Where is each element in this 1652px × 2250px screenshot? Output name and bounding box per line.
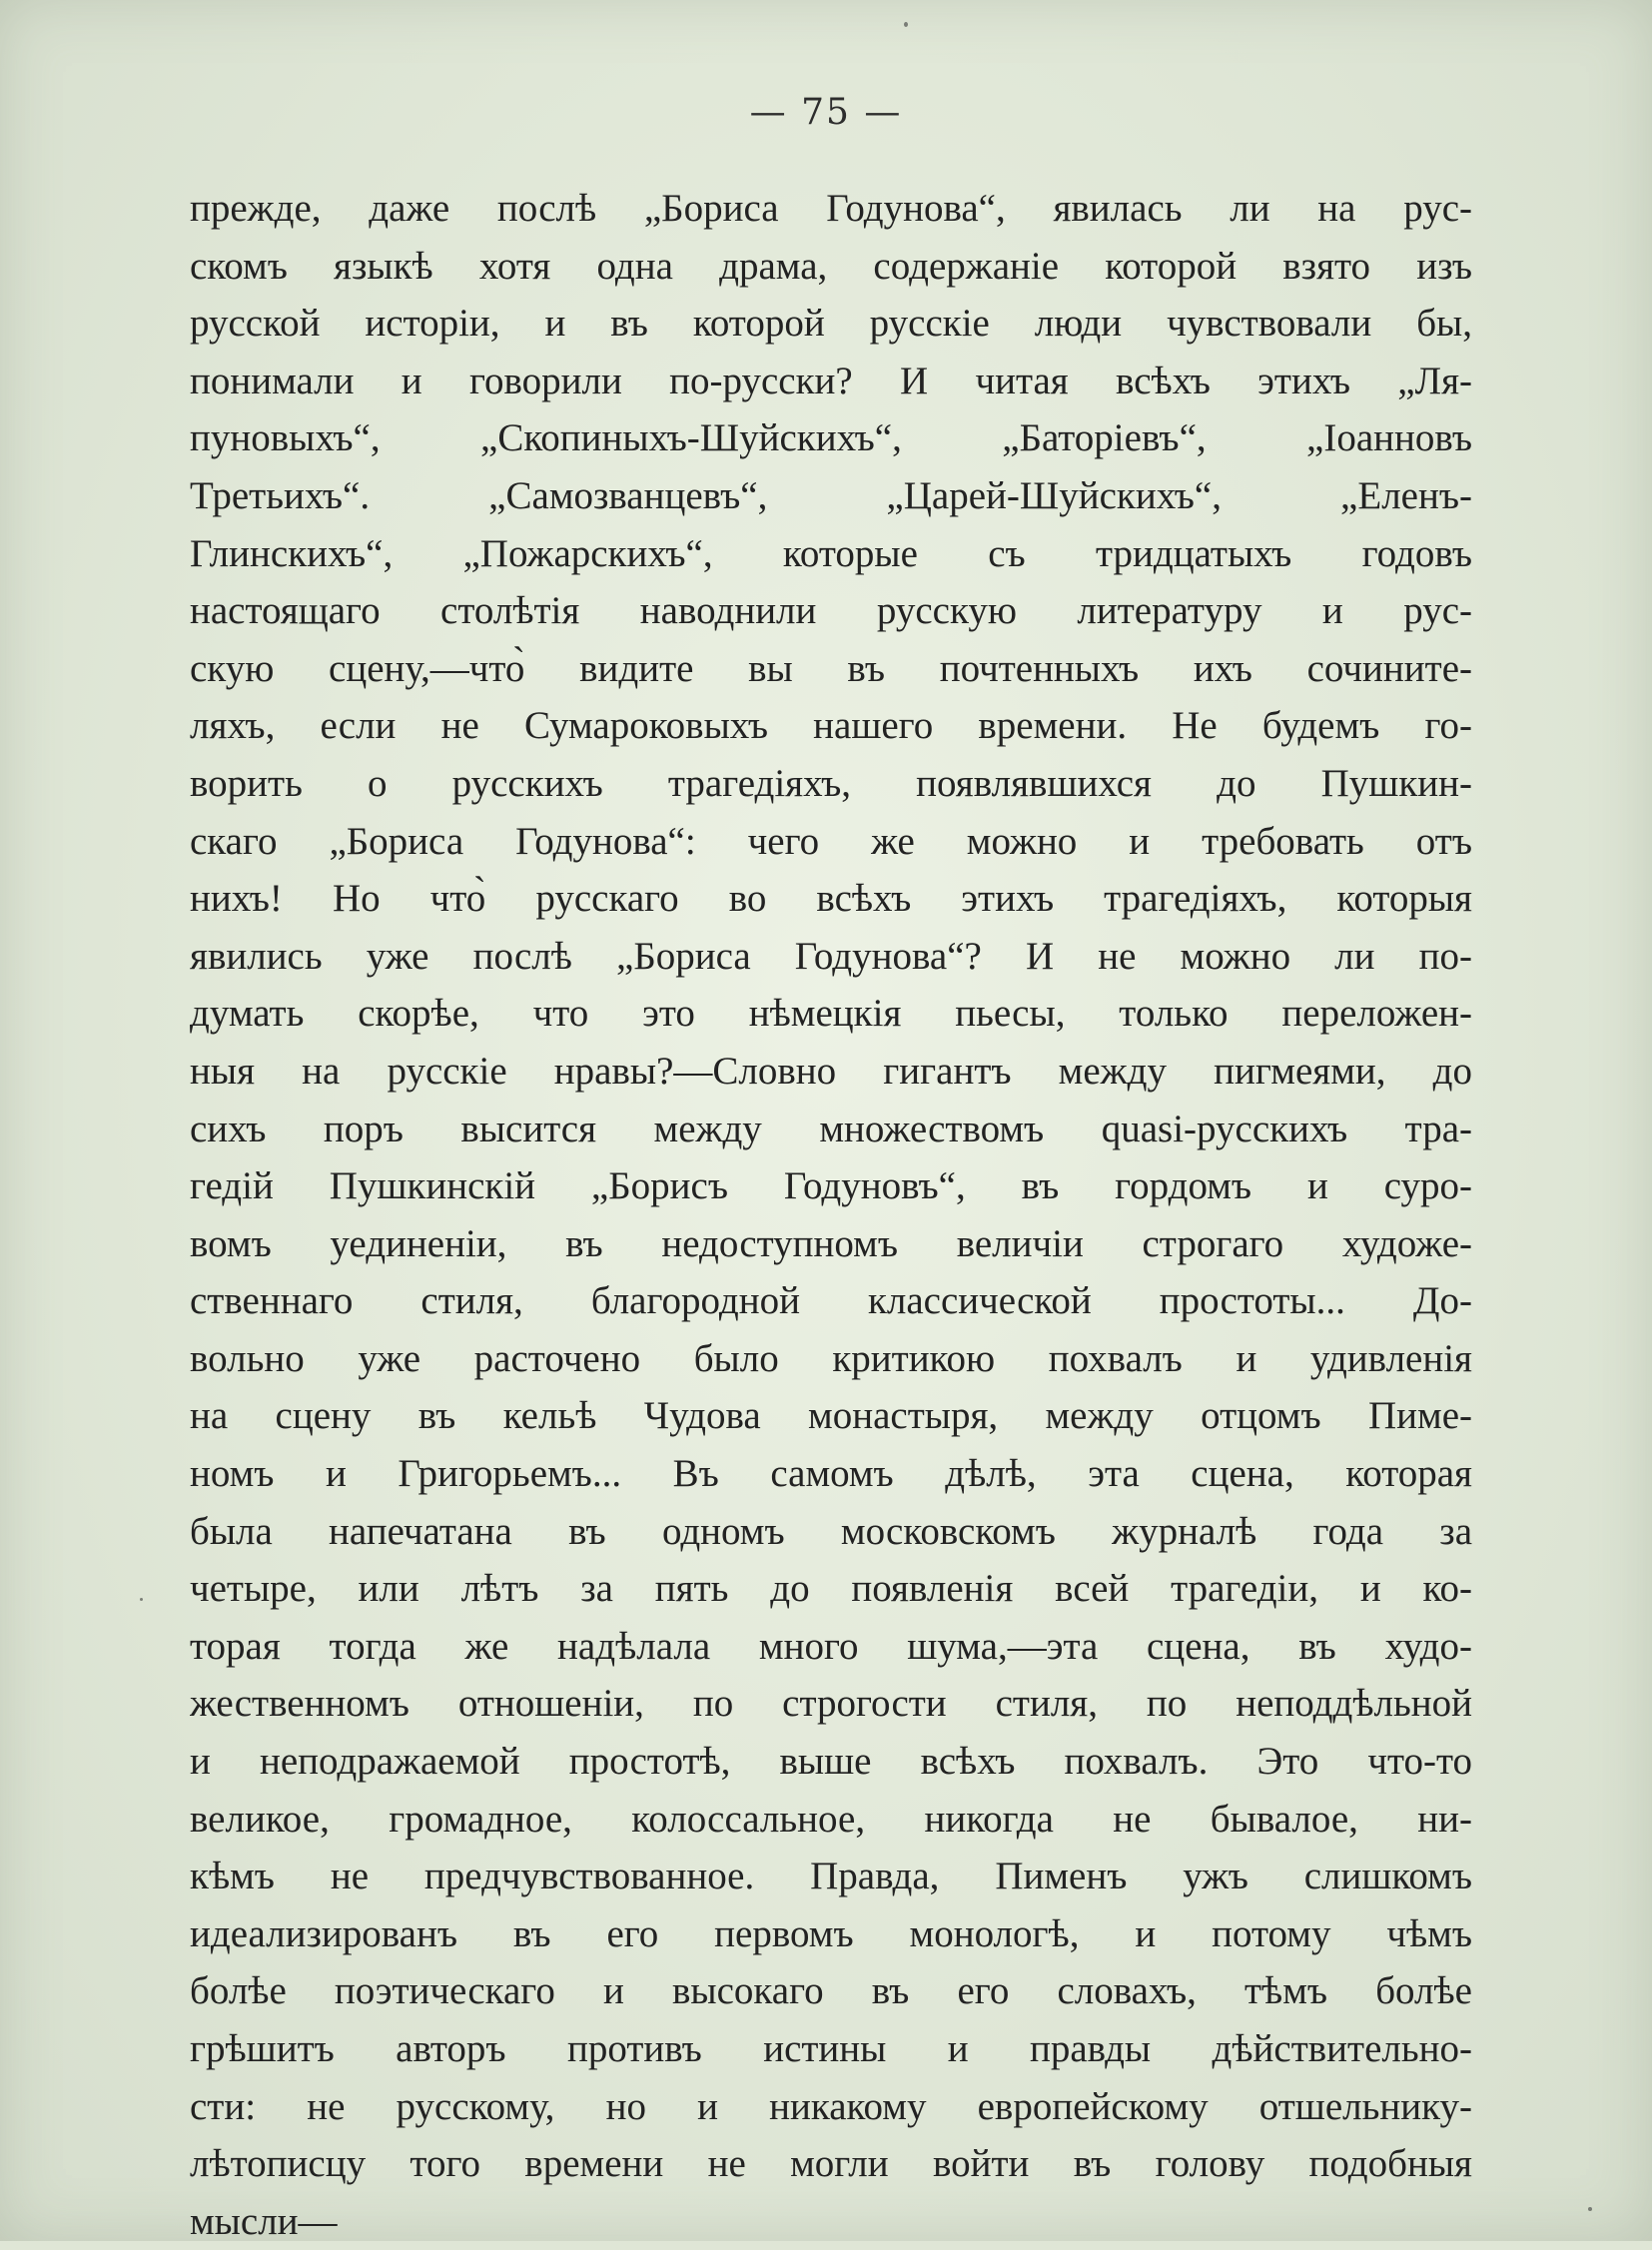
paper-speck — [1588, 2207, 1592, 2211]
text-line: жественномъ отношеніи, по строгости стиля, по неподдѣльной — [190, 1682, 1472, 1726]
text-line: и неподражаемой простотѣ, выше всѣхъ похвалъ. Это что-то — [190, 1740, 1472, 1784]
text-line: на сцену въ кельѣ Чудова монастыря, между отцомъ Пиме- — [190, 1394, 1472, 1438]
text-line: Третьихъ“. „Самозванцевъ“, „Царей-Шуйскихъ“, „Еленъ- — [190, 473, 1472, 517]
text-line: великое, громадное, колоссальное, никогда не бывалое, ни- — [190, 1797, 1472, 1841]
text-line: номъ и Григорьемъ... Въ самомъ дѣлѣ, эта сцена, которая — [190, 1452, 1472, 1496]
text-line: скомъ языкѣ хотя одна драма, содержаніе которой взято изъ — [190, 244, 1472, 288]
text-line: грѣшитъ авторъ противъ истины и правды дѣйствительно- — [190, 2027, 1472, 2070]
text-line: ляхъ, если не Сумароковыхъ нашего времени. Не будемъ го- — [190, 704, 1472, 748]
text-line: пуновыхъ“, „Скопиныхъ-Шуйскихъ“, „Баторіевъ“, „Іоанновъ — [190, 416, 1472, 460]
text-line: нихъ! Но что̀ русскаго во всѣхъ этихъ трагедіяхъ, которыя — [190, 877, 1472, 921]
text-line: лѣтописцу того времени не могли войти въ голову подобныя — [190, 2142, 1472, 2186]
paper-speck — [904, 22, 908, 27]
text-line: идеализированъ въ его первомъ монологѣ, и потому чѣмъ — [190, 1911, 1472, 1955]
text-line: четыре, или лѣтъ за пять до появленія всей трагедіи, и ко- — [190, 1567, 1472, 1611]
text-line: ственнаго стиля, благородной классической простоты... До- — [190, 1279, 1472, 1323]
text-line: вольно уже расточено было критикою похвалъ и удивленія — [190, 1336, 1472, 1380]
text-line: явились уже послѣ „Бориса Годунова“? И не можно ли по- — [190, 934, 1472, 978]
text-line: понимали и говорили по-русски? И читая всѣхъ этихъ „Ля- — [190, 359, 1472, 402]
text-line: Глинскихъ“, „Пожарскихъ“, которые съ тридцатыхъ годовъ — [190, 531, 1472, 575]
text-line: думать скорѣе, что это нѣмецкія пьесы, только переложен- — [190, 992, 1472, 1036]
text-line: вомъ уединеніи, въ недоступномъ величіи строгаго художе- — [190, 1221, 1472, 1265]
body-text — [190, 180, 1472, 2250]
text-line: кѣмъ не предчувствованное. Правда, Пименъ ужъ слишкомъ — [190, 1855, 1472, 1898]
text-line: гедій Пушкинскій „Борисъ Годуновъ“, въ гордомъ и суро- — [190, 1164, 1472, 1208]
paper-speck — [140, 1598, 143, 1601]
text-line: прежде, даже послѣ „Бориса Годунова“, явилась ли на рус- — [190, 187, 1472, 230]
text-line: скаго „Бориса Годунова“: чего же можно и требовать отъ — [190, 819, 1472, 863]
text-line: русской исторіи, и въ которой русскіе люди чувствовали бы, — [190, 302, 1472, 346]
text-line: была напечатана въ одномъ московскомъ журналѣ года за — [190, 1509, 1472, 1553]
text-line: болѣе поэтическаго и высокаго въ его словахъ, тѣмъ болѣе — [190, 1969, 1472, 2013]
text-line: ворить о русскихъ трагедіяхъ, появлявшихся до Пушкин- — [190, 761, 1472, 805]
page-number: — 75 — — [749, 92, 903, 133]
text-line: сихъ поръ высится между множествомъ quasi-русскихъ тра- — [190, 1107, 1472, 1150]
text-line: ныя на русскіе нравы?—Словно гигантъ между пигмеями, до — [190, 1049, 1472, 1093]
text-line: скую сцену,—что̀ видите вы въ почтенныхъ ихъ сочините- — [190, 646, 1472, 690]
text-line-last: мысли— — [190, 2199, 338, 2243]
text-line: торая тогда же надѣлала много шума,—эта сцена, въ худо- — [190, 1624, 1472, 1668]
text-line: настоящаго столѣтія наводнили русскую литературу и рус- — [190, 589, 1472, 633]
text-line: сти: не русскому, но и никакому европейскому отшельнику- — [190, 2084, 1472, 2128]
